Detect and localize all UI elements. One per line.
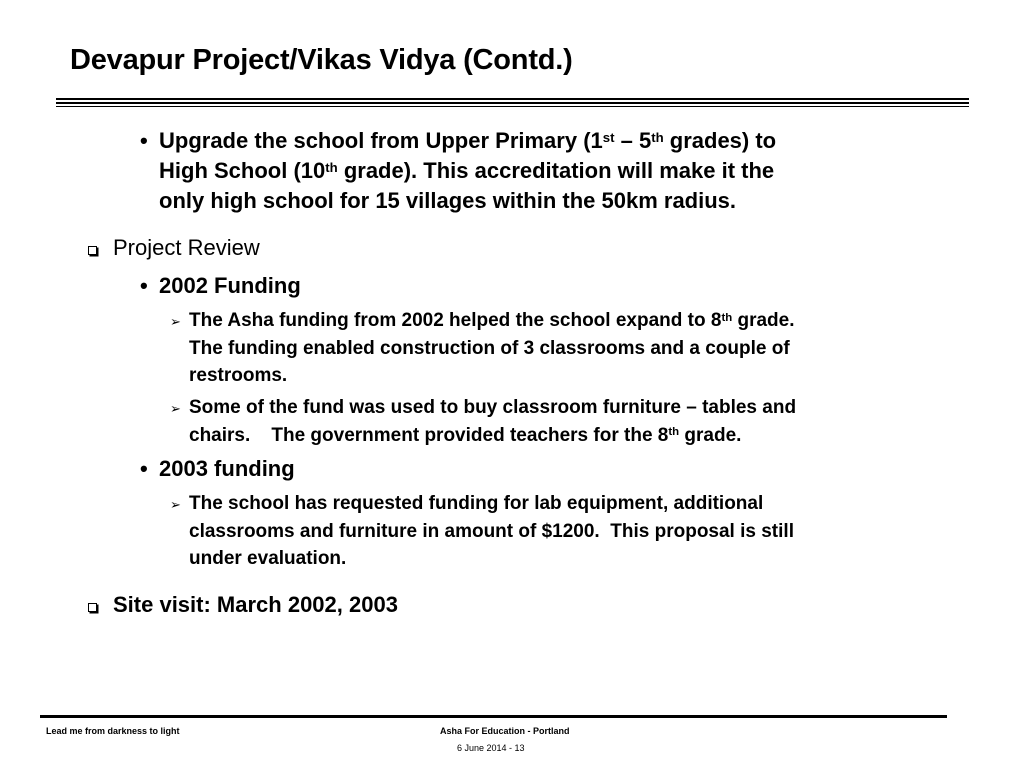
bullet-heading: 2003 funding: [159, 456, 295, 481]
footer-divider: [40, 715, 947, 718]
title-divider: [56, 106, 969, 107]
arrow-bullet-icon: ➢: [170, 314, 181, 329]
square-bullet-icon: [88, 246, 97, 255]
bullet-line: only high school for 15 villages within the 50km radius.: [159, 188, 737, 213]
square-bullet-icon: [88, 603, 97, 612]
arrow-bullet-icon: ➢: [170, 497, 181, 512]
sub-bullet-line: under evaluation.: [189, 548, 347, 569]
bullet-dot-icon: •: [140, 456, 148, 481]
title-divider: [56, 98, 969, 100]
sub-bullet-line: chairs. The government provided teachers for the 8th grade.: [189, 424, 742, 446]
sub-bullet-line: The funding enabled construction of 3 classrooms and a couple of: [189, 337, 790, 359]
footer-tagline: Lead me from darkness to light: [46, 726, 180, 736]
footer-date-page: 6 June 2014 - 13: [457, 743, 525, 753]
arrow-bullet-icon: ➢: [170, 401, 181, 416]
footer-organization: Asha For Education - Portland: [440, 726, 570, 736]
title-divider: [56, 102, 969, 104]
bullet-heading: 2002 Funding: [159, 273, 301, 298]
section-heading: Site visit: March 2002, 2003: [113, 592, 398, 617]
bullet-line: High School (10th grade). This accreditation will make it the: [159, 158, 775, 183]
section-heading: Project Review: [113, 235, 260, 260]
bullet-dot-icon: •: [140, 273, 148, 298]
sub-bullet-line: The Asha funding from 2002 helped the school expand to 8th grade.: [189, 310, 795, 331]
sub-bullet-line: restrooms.: [189, 365, 288, 386]
sub-bullet-line: The school has requested funding for lab equipment, additional: [189, 493, 764, 514]
sub-bullet-line: Some of the fund was used to buy classroom furniture – tables and: [189, 397, 797, 418]
bullet-dot-icon: •: [140, 128, 148, 153]
sub-bullet-line: classrooms and furniture in amount of $1200. This proposal is still: [189, 520, 794, 542]
bullet-line: Upgrade the school from Upper Primary (1st – 5th grades) to: [159, 128, 777, 153]
slide-title: Devapur Project/Vikas Vidya (Contd.): [70, 44, 573, 76]
